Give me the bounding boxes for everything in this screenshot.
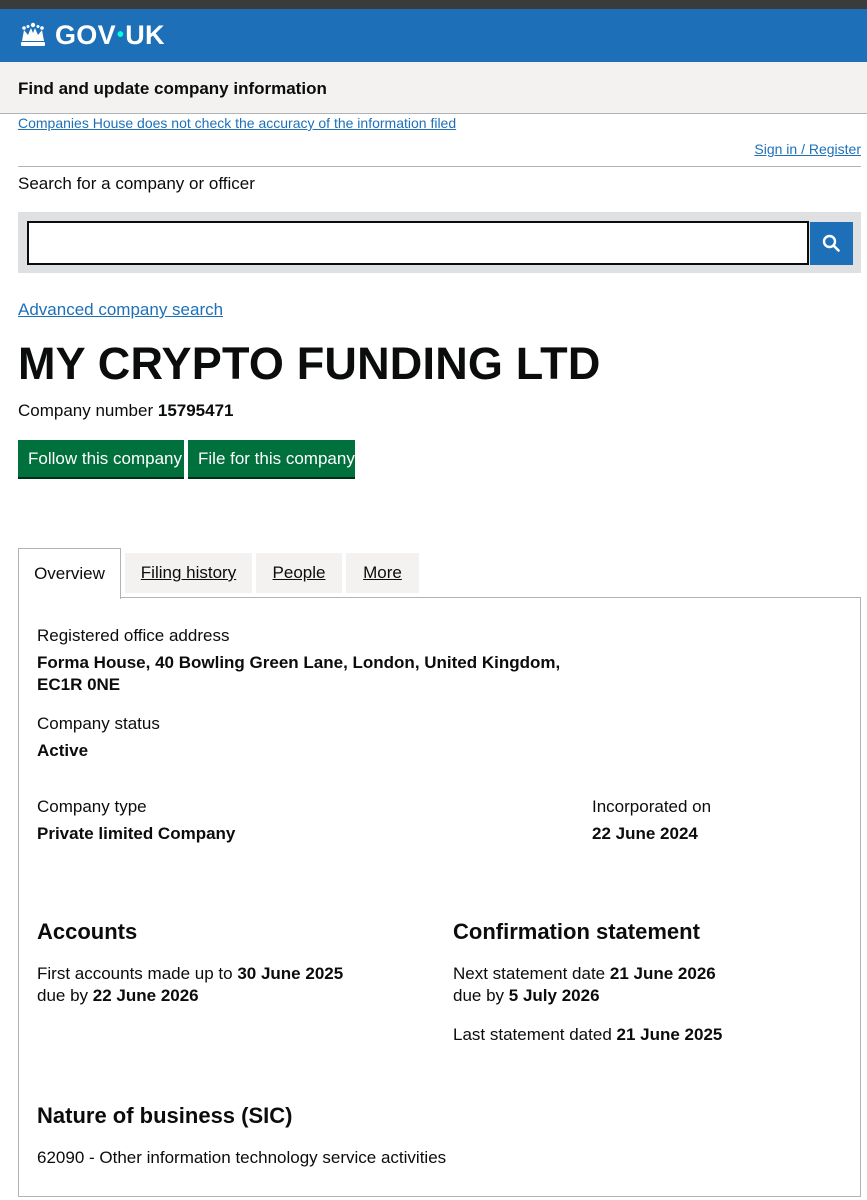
accounts-heading: Accounts	[37, 919, 138, 944]
confirmation-next	[453, 963, 716, 985]
accounts-first-date: 30 June 2025	[237, 964, 344, 983]
incorporated-value: 22 June 2024	[592, 824, 698, 843]
govuk-header	[0, 9, 867, 62]
top-strip	[0, 0, 867, 9]
confirmation-due	[453, 985, 600, 1007]
company-number-value: 15795471	[157, 401, 234, 420]
tab-people-label: People	[272, 563, 326, 582]
company-type-value: Private limited Company	[37, 824, 236, 843]
search-input[interactable]	[27, 221, 809, 265]
tab-filing-history[interactable]	[125, 553, 252, 593]
search-bar	[18, 212, 861, 273]
search-icon	[822, 234, 840, 252]
confirmation-next-prefix: Next statement date	[453, 964, 606, 983]
company-number-label: Company number	[18, 401, 154, 420]
advanced-search-link[interactable]: Advanced company search	[18, 300, 224, 319]
follow-company-button[interactable]: Follow this company	[18, 440, 184, 477]
company-status-label: Company status	[37, 714, 160, 733]
tab-overview[interactable]: Overview	[18, 548, 121, 599]
crown-icon	[18, 21, 48, 49]
service-name[interactable]: Find and update company information	[18, 79, 327, 98]
confirmation-last	[453, 1024, 722, 1046]
tab-filing-history-label: Filing history	[140, 563, 237, 582]
company-number	[18, 401, 234, 421]
company-type-label: Company type	[37, 797, 147, 816]
file-company-button[interactable]: File for this company	[188, 440, 355, 477]
tab-more-label: More	[363, 563, 402, 582]
govuk-logo[interactable]	[55, 20, 165, 50]
company-name: MY CRYPTO FUNDING LTD	[18, 338, 601, 389]
signin-link[interactable]: Sign in / Register	[754, 141, 861, 157]
confirmation-due-prefix: due by	[453, 986, 505, 1005]
sic-heading: Nature of business (SIC)	[37, 1103, 293, 1128]
confirmation-last-date: 21 June 2025	[616, 1025, 723, 1044]
company-status-value: Active	[37, 741, 89, 760]
accounts-due-prefix: due by	[37, 986, 89, 1005]
office-address-line1: Forma House, 40 Bowling Green Lane, London, United Kingdom,	[37, 653, 561, 672]
sic-item: 62090 - Other information technology service activities	[37, 1148, 447, 1167]
logo-dot: •	[116, 24, 125, 46]
logo-text-right: UK	[125, 20, 165, 50]
office-address-line2: EC1R 0NE	[37, 675, 121, 694]
disclaimer-link[interactable]: Companies House does not check the accuracy of the information filed	[18, 115, 457, 131]
tab-people[interactable]	[256, 553, 342, 593]
service-bar	[0, 62, 867, 114]
confirmation-due-date: 5 July 2026	[508, 986, 600, 1005]
accounts-first	[37, 963, 343, 985]
divider	[18, 166, 861, 167]
overview-panel	[18, 597, 861, 1197]
tab-more[interactable]	[346, 553, 419, 593]
confirmation-last-prefix: Last statement dated	[453, 1025, 612, 1044]
search-label: Search for a company or officer	[18, 174, 255, 193]
logo-text-left: GOV	[55, 20, 116, 50]
accounts-due-date: 22 June 2026	[92, 986, 199, 1005]
confirmation-heading: Confirmation statement	[453, 919, 700, 944]
accounts-first-prefix: First accounts made up to	[37, 964, 233, 983]
office-address-label: Registered office address	[37, 626, 230, 645]
confirmation-next-date: 21 June 2026	[609, 964, 716, 983]
incorporated-label: Incorporated on	[592, 797, 712, 816]
accounts-due	[37, 985, 199, 1007]
search-button[interactable]	[810, 222, 853, 265]
